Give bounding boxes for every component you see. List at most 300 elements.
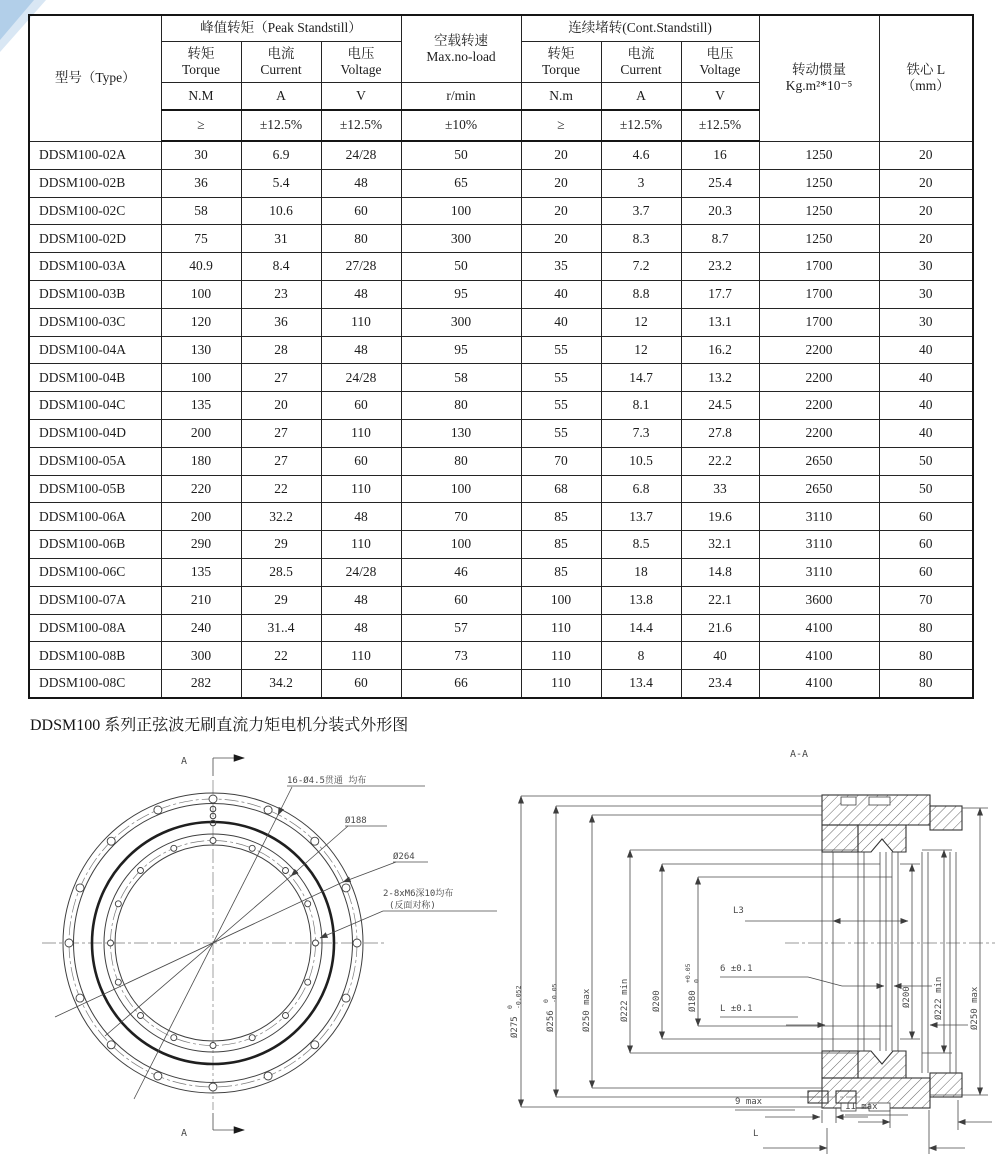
value-cell: 3.7 [601, 197, 681, 225]
value-cell: 20 [879, 225, 973, 253]
rotor-section-top [858, 825, 906, 852]
col-header-inertia [759, 15, 879, 141]
value-cell: 50 [401, 141, 521, 169]
tol-cont-current: ±12.5% [601, 110, 681, 141]
value-cell: 55 [521, 392, 601, 420]
value-cell: 110 [321, 308, 401, 336]
core-unit: （mm） [901, 78, 950, 94]
value-cell: 100 [401, 475, 521, 503]
model-cell: DDSM100-04B [29, 364, 161, 392]
value-cell: 40 [879, 336, 973, 364]
label-en: Current [620, 62, 662, 77]
value-cell: 36 [161, 169, 241, 197]
value-cell: 46 [401, 558, 521, 586]
label-cn: 电流 [267, 45, 295, 61]
value-cell: 200 [161, 419, 241, 447]
bolt-hole [311, 837, 319, 845]
value-cell: 282 [161, 670, 241, 698]
value-cell: 2650 [759, 447, 879, 475]
slot-detail [869, 797, 890, 805]
rotor-section-bottom [858, 1051, 906, 1078]
value-cell: 40 [521, 280, 601, 308]
value-cell: 32.2 [241, 503, 321, 531]
value-cell: 4100 [759, 642, 879, 670]
model-cell: DDSM100-03B [29, 280, 161, 308]
col-header-cont-current [601, 42, 681, 83]
model-cell: DDSM100-08C [29, 670, 161, 698]
col-header-cont-voltage [681, 42, 759, 83]
bolt-hole [305, 979, 311, 985]
table-row [29, 558, 973, 586]
label-en: Torque [181, 62, 221, 77]
drawing-caption: DDSM100 系列正弦波无刷直流力矩电机分装式外形图 [30, 717, 409, 734]
value-cell: 6.9 [241, 141, 321, 169]
dim-label-9max: 9 max [735, 1097, 763, 1107]
value-cell: 50 [879, 475, 973, 503]
bolt-hole [108, 940, 114, 946]
value-cell: 20 [241, 392, 321, 420]
dim-tail [808, 977, 842, 986]
d264-label: Ø264 [393, 852, 415, 862]
bolt-hole [138, 1013, 144, 1019]
value-cell: 130 [401, 419, 521, 447]
value-cell: 60 [321, 670, 401, 698]
noload-en: Max.no-load [426, 49, 496, 64]
value-cell: 55 [521, 336, 601, 364]
value-cell: 80 [401, 447, 521, 475]
unit-nm-peak: N.M [161, 83, 241, 111]
outline-drawings [0, 740, 1000, 1169]
value-cell: 14.4 [601, 614, 681, 642]
value-cell: 85 [521, 558, 601, 586]
bolt-hole [209, 1083, 217, 1091]
value-cell: 35 [521, 253, 601, 281]
value-cell: 30 [161, 141, 241, 169]
value-cell: 16.2 [681, 336, 759, 364]
value-cell: 21.6 [681, 614, 759, 642]
value-cell: 85 [521, 503, 601, 531]
dim-text: Ø200 [902, 986, 912, 1008]
col-header-cont-torque [521, 42, 601, 83]
value-cell: 1250 [759, 169, 879, 197]
bolt-hole [115, 979, 121, 985]
value-cell: 2200 [759, 419, 879, 447]
value-cell: 24.5 [681, 392, 759, 420]
value-cell: 95 [401, 280, 521, 308]
value-cell: 110 [321, 475, 401, 503]
bolt-hole [283, 1013, 289, 1019]
section-view [506, 749, 995, 1154]
value-cell: 8.5 [601, 531, 681, 559]
value-cell: 12 [601, 308, 681, 336]
value-cell: 22 [241, 475, 321, 503]
holes-label: 16-Ø4.5贯通 均布 [287, 776, 367, 786]
model-cell: DDSM100-07A [29, 586, 161, 614]
value-cell: 60 [401, 586, 521, 614]
table-row [29, 475, 973, 503]
bolt-hole [76, 884, 84, 892]
value-cell: 110 [321, 419, 401, 447]
value-cell: 48 [321, 503, 401, 531]
leader-d188-ext [105, 876, 291, 1036]
label-en: Voltage [340, 62, 382, 77]
value-cell: 24/28 [321, 558, 401, 586]
value-cell: 7.3 [601, 419, 681, 447]
bolt-hole [283, 868, 289, 874]
value-cell: 22.2 [681, 447, 759, 475]
value-cell: 40.9 [161, 253, 241, 281]
dim-label-d250 [581, 988, 592, 1032]
dim-label-l3: L3 [733, 906, 744, 916]
value-cell: 110 [521, 670, 601, 698]
leader-d264 [343, 862, 396, 882]
table-row [29, 253, 973, 281]
col-header-core [879, 15, 973, 141]
value-cell: 30 [879, 280, 973, 308]
value-cell: 8.8 [601, 280, 681, 308]
table-row [29, 169, 973, 197]
value-cell: 30 [879, 253, 973, 281]
value-cell: 20 [521, 225, 601, 253]
model-cell: DDSM100-04A [29, 336, 161, 364]
value-cell: 10.6 [241, 197, 321, 225]
value-cell: 20 [879, 141, 973, 169]
col-header-peak-torque [161, 42, 241, 83]
value-cell: 5.4 [241, 169, 321, 197]
table-row [29, 225, 973, 253]
table-row [29, 308, 973, 336]
value-cell: 60 [879, 503, 973, 531]
value-cell: 8.7 [681, 225, 759, 253]
model-cell: DDSM100-03C [29, 308, 161, 336]
table-row [29, 503, 973, 531]
bolt-hole [342, 884, 350, 892]
dim-label-ltol: L ±0.1 [720, 1004, 753, 1014]
value-cell: 135 [161, 558, 241, 586]
value-cell: 300 [401, 225, 521, 253]
value-cell: 60 [321, 197, 401, 225]
value-cell: 55 [521, 419, 601, 447]
value-cell: 20 [879, 169, 973, 197]
dim-label-6: 6 ±0.1 [720, 964, 753, 974]
value-cell: 10.5 [601, 447, 681, 475]
col-header-peak-group: 峰值转矩（Peak Standstill） [161, 15, 401, 42]
value-cell: 40 [879, 392, 973, 420]
value-cell: 2200 [759, 364, 879, 392]
value-cell: 2200 [759, 392, 879, 420]
dim-label-l: L [753, 1129, 759, 1139]
model-cell: DDSM100-05B [29, 475, 161, 503]
cylinder-walls [822, 852, 956, 1073]
flange-inner-bottom [822, 1051, 858, 1078]
table-row [29, 586, 973, 614]
value-cell: 2650 [759, 475, 879, 503]
unit-nm-cont: N.m [521, 83, 601, 111]
table-row [29, 336, 973, 364]
value-cell: 27/28 [321, 253, 401, 281]
table-row [29, 447, 973, 475]
unit-rpm: r/min [401, 83, 521, 111]
value-cell: 24/28 [321, 141, 401, 169]
value-cell: 23.2 [681, 253, 759, 281]
value-cell: 57 [401, 614, 521, 642]
value-cell: 23.4 [681, 670, 759, 698]
value-cell: 50 [879, 447, 973, 475]
value-cell: 48 [321, 280, 401, 308]
value-cell: 29 [241, 531, 321, 559]
leader-holes [278, 787, 292, 815]
dim-text: Ø180 [688, 990, 698, 1012]
bolt-hole [210, 838, 216, 844]
value-cell: 40 [879, 419, 973, 447]
dim-text: Ø256 [546, 1010, 556, 1032]
dim-text: Ø275 [510, 1016, 520, 1038]
value-cell: 100 [401, 531, 521, 559]
col-header-peak-voltage [321, 42, 401, 83]
noload-cn: 空载转速 [434, 32, 489, 48]
value-cell: 80 [879, 670, 973, 698]
value-cell: 31 [241, 225, 321, 253]
value-cell: 48 [321, 586, 401, 614]
value-cell: 32.1 [681, 531, 759, 559]
value-cell: 60 [879, 558, 973, 586]
label-cn: 转矩 [547, 45, 575, 61]
tol-noload: ±10% [401, 110, 521, 141]
value-cell: 14.7 [601, 364, 681, 392]
value-cell: 110 [521, 642, 601, 670]
flange-step-top [930, 806, 962, 830]
tol-cont-torque: ≥ [521, 110, 601, 141]
table-row [29, 197, 973, 225]
value-cell: 6.8 [601, 475, 681, 503]
value-cell: 27.8 [681, 419, 759, 447]
value-cell: 22 [241, 642, 321, 670]
bolt-hole [342, 994, 350, 1002]
value-cell: 85 [521, 531, 601, 559]
section-title: A-A [790, 749, 809, 760]
bolt-hole [249, 1035, 255, 1041]
tol-cont-voltage: ±12.5% [681, 110, 759, 141]
value-cell: 70 [401, 503, 521, 531]
bolt-hole [209, 795, 217, 803]
table-row [29, 642, 973, 670]
dim-label-d275 [506, 985, 523, 1038]
header-group-row [29, 15, 973, 42]
model-cell: DDSM100-02B [29, 169, 161, 197]
value-cell: 3110 [759, 503, 879, 531]
table-row [29, 614, 973, 642]
core-cn: 铁心 L [906, 61, 946, 77]
bolt-hole [313, 940, 319, 946]
value-cell: 8.1 [601, 392, 681, 420]
value-cell: 13.2 [681, 364, 759, 392]
value-cell: 110 [321, 642, 401, 670]
spec-table [28, 14, 974, 699]
model-cell: DDSM100-04D [29, 419, 161, 447]
value-cell: 22.1 [681, 586, 759, 614]
tol-peak-torque: ≥ [161, 110, 241, 141]
col-header-peak-current [241, 42, 321, 83]
bolt-hole [107, 1041, 115, 1049]
value-cell: 300 [161, 642, 241, 670]
d188-label: Ø188 [345, 816, 367, 826]
value-cell: 60 [879, 531, 973, 559]
value-cell: 55 [521, 364, 601, 392]
value-cell: 4100 [759, 670, 879, 698]
value-cell: 66 [401, 670, 521, 698]
dim-text: Ø222 min [934, 976, 944, 1020]
value-cell: 4.6 [601, 141, 681, 169]
value-cell: 20 [521, 141, 601, 169]
dim-text: Ø250 max [582, 988, 592, 1032]
bolt-hole [264, 1072, 272, 1080]
value-cell: 31..4 [241, 614, 321, 642]
dim-text: Ø222 min [620, 978, 630, 1022]
value-cell: 80 [401, 392, 521, 420]
value-cell: 18 [601, 558, 681, 586]
bolt-hole [107, 837, 115, 845]
value-cell: 1250 [759, 197, 879, 225]
value-cell: 1700 [759, 280, 879, 308]
label-en: Current [260, 62, 302, 77]
bolt-hole [171, 845, 177, 851]
bolt-hole [264, 806, 272, 814]
tol-upper: +0.05 [684, 963, 692, 983]
table-row [29, 531, 973, 559]
value-cell: 3600 [759, 586, 879, 614]
dim-text: Ø200 [652, 990, 662, 1012]
value-cell: 2200 [759, 336, 879, 364]
table-row [29, 670, 973, 698]
value-cell: 16 [681, 141, 759, 169]
value-cell: 70 [521, 447, 601, 475]
value-cell: 300 [401, 308, 521, 336]
value-cell: 120 [161, 308, 241, 336]
dim-label-d200-right [901, 986, 912, 1008]
value-cell: 100 [161, 364, 241, 392]
model-cell: DDSM100-02C [29, 197, 161, 225]
value-cell: 135 [161, 392, 241, 420]
value-cell: 30 [879, 308, 973, 336]
value-cell: 80 [321, 225, 401, 253]
model-cell: DDSM100-03A [29, 253, 161, 281]
value-cell: 60 [321, 392, 401, 420]
dim-label-11max: 11 max [845, 1102, 878, 1112]
m6-label-line1: 2-8xM6深10均布 [383, 889, 454, 899]
value-cell: 20 [879, 197, 973, 225]
tol-lower: -0.05 [550, 983, 559, 1003]
value-cell: 110 [521, 614, 601, 642]
front-view [42, 756, 497, 1139]
value-cell: 27 [241, 364, 321, 392]
flange-inner-top [822, 825, 858, 852]
value-cell: 58 [161, 197, 241, 225]
value-cell: 25.4 [681, 169, 759, 197]
model-cell: DDSM100-08A [29, 614, 161, 642]
value-cell: 80 [879, 614, 973, 642]
bolt-hole [138, 868, 144, 874]
dim-label-d222-right [933, 977, 944, 1020]
value-cell: 28 [241, 336, 321, 364]
table-row [29, 280, 973, 308]
value-cell: 14.8 [681, 558, 759, 586]
dim-label-d222 [619, 979, 630, 1022]
tol-peak-current: ±12.5% [241, 110, 321, 141]
value-cell: 1700 [759, 308, 879, 336]
section-letter-bottom: A [181, 1128, 188, 1139]
col-header-type: 型号（Type） [29, 15, 161, 141]
table-row [29, 392, 973, 420]
label-cn: 转矩 [187, 45, 215, 61]
table-row [29, 419, 973, 447]
value-cell: 23 [241, 280, 321, 308]
table-row [29, 364, 973, 392]
model-cell: DDSM100-06B [29, 531, 161, 559]
value-cell: 65 [401, 169, 521, 197]
value-cell: 1250 [759, 141, 879, 169]
value-cell: 68 [521, 475, 601, 503]
value-cell: 95 [401, 336, 521, 364]
bolt-hole [249, 845, 255, 851]
label-cn: 电流 [627, 45, 655, 61]
value-cell: 28.5 [241, 558, 321, 586]
bolt-hole [154, 806, 162, 814]
section-letter-top: A [181, 756, 188, 767]
bolt-hole [171, 1035, 177, 1041]
value-cell: 1700 [759, 253, 879, 281]
unit-v-cont: V [681, 83, 759, 111]
value-cell: 34.2 [241, 670, 321, 698]
bolt-hole [210, 1043, 216, 1049]
tol-lower: 0 [692, 979, 701, 983]
value-cell: 3110 [759, 558, 879, 586]
unit-a-peak: A [241, 83, 321, 111]
value-cell: 40 [681, 642, 759, 670]
value-cell: 130 [161, 336, 241, 364]
model-cell: DDSM100-02A [29, 141, 161, 169]
value-cell: 48 [321, 336, 401, 364]
value-cell: 33 [681, 475, 759, 503]
value-cell: 36 [241, 308, 321, 336]
model-cell: DDSM100-05A [29, 447, 161, 475]
value-cell: 48 [321, 169, 401, 197]
value-cell: 12 [601, 336, 681, 364]
value-cell: 58 [401, 364, 521, 392]
value-cell: 13.4 [601, 670, 681, 698]
table-row [29, 141, 973, 169]
model-cell: DDSM100-06A [29, 503, 161, 531]
value-cell: 8.3 [601, 225, 681, 253]
bolt-hole [65, 939, 73, 947]
col-header-cont-group: 连续堵转(Cont.Standstill) [521, 15, 759, 42]
spec-table-body [29, 141, 973, 698]
model-cell: DDSM100-08B [29, 642, 161, 670]
slot-detail [841, 797, 856, 805]
value-cell: 110 [321, 531, 401, 559]
value-cell: 60 [321, 447, 401, 475]
value-cell: 4100 [759, 614, 879, 642]
unit-a-cont: A [601, 83, 681, 111]
value-cell: 20.3 [681, 197, 759, 225]
value-cell: 100 [401, 197, 521, 225]
value-cell: 290 [161, 531, 241, 559]
value-cell: 3110 [759, 531, 879, 559]
model-cell: DDSM100-06C [29, 558, 161, 586]
inertia-unit: Kg.m²*10⁻⁵ [785, 78, 853, 94]
bolt-hole [115, 901, 121, 907]
bolt-hole [305, 901, 311, 907]
model-cell: DDSM100-04C [29, 392, 161, 420]
